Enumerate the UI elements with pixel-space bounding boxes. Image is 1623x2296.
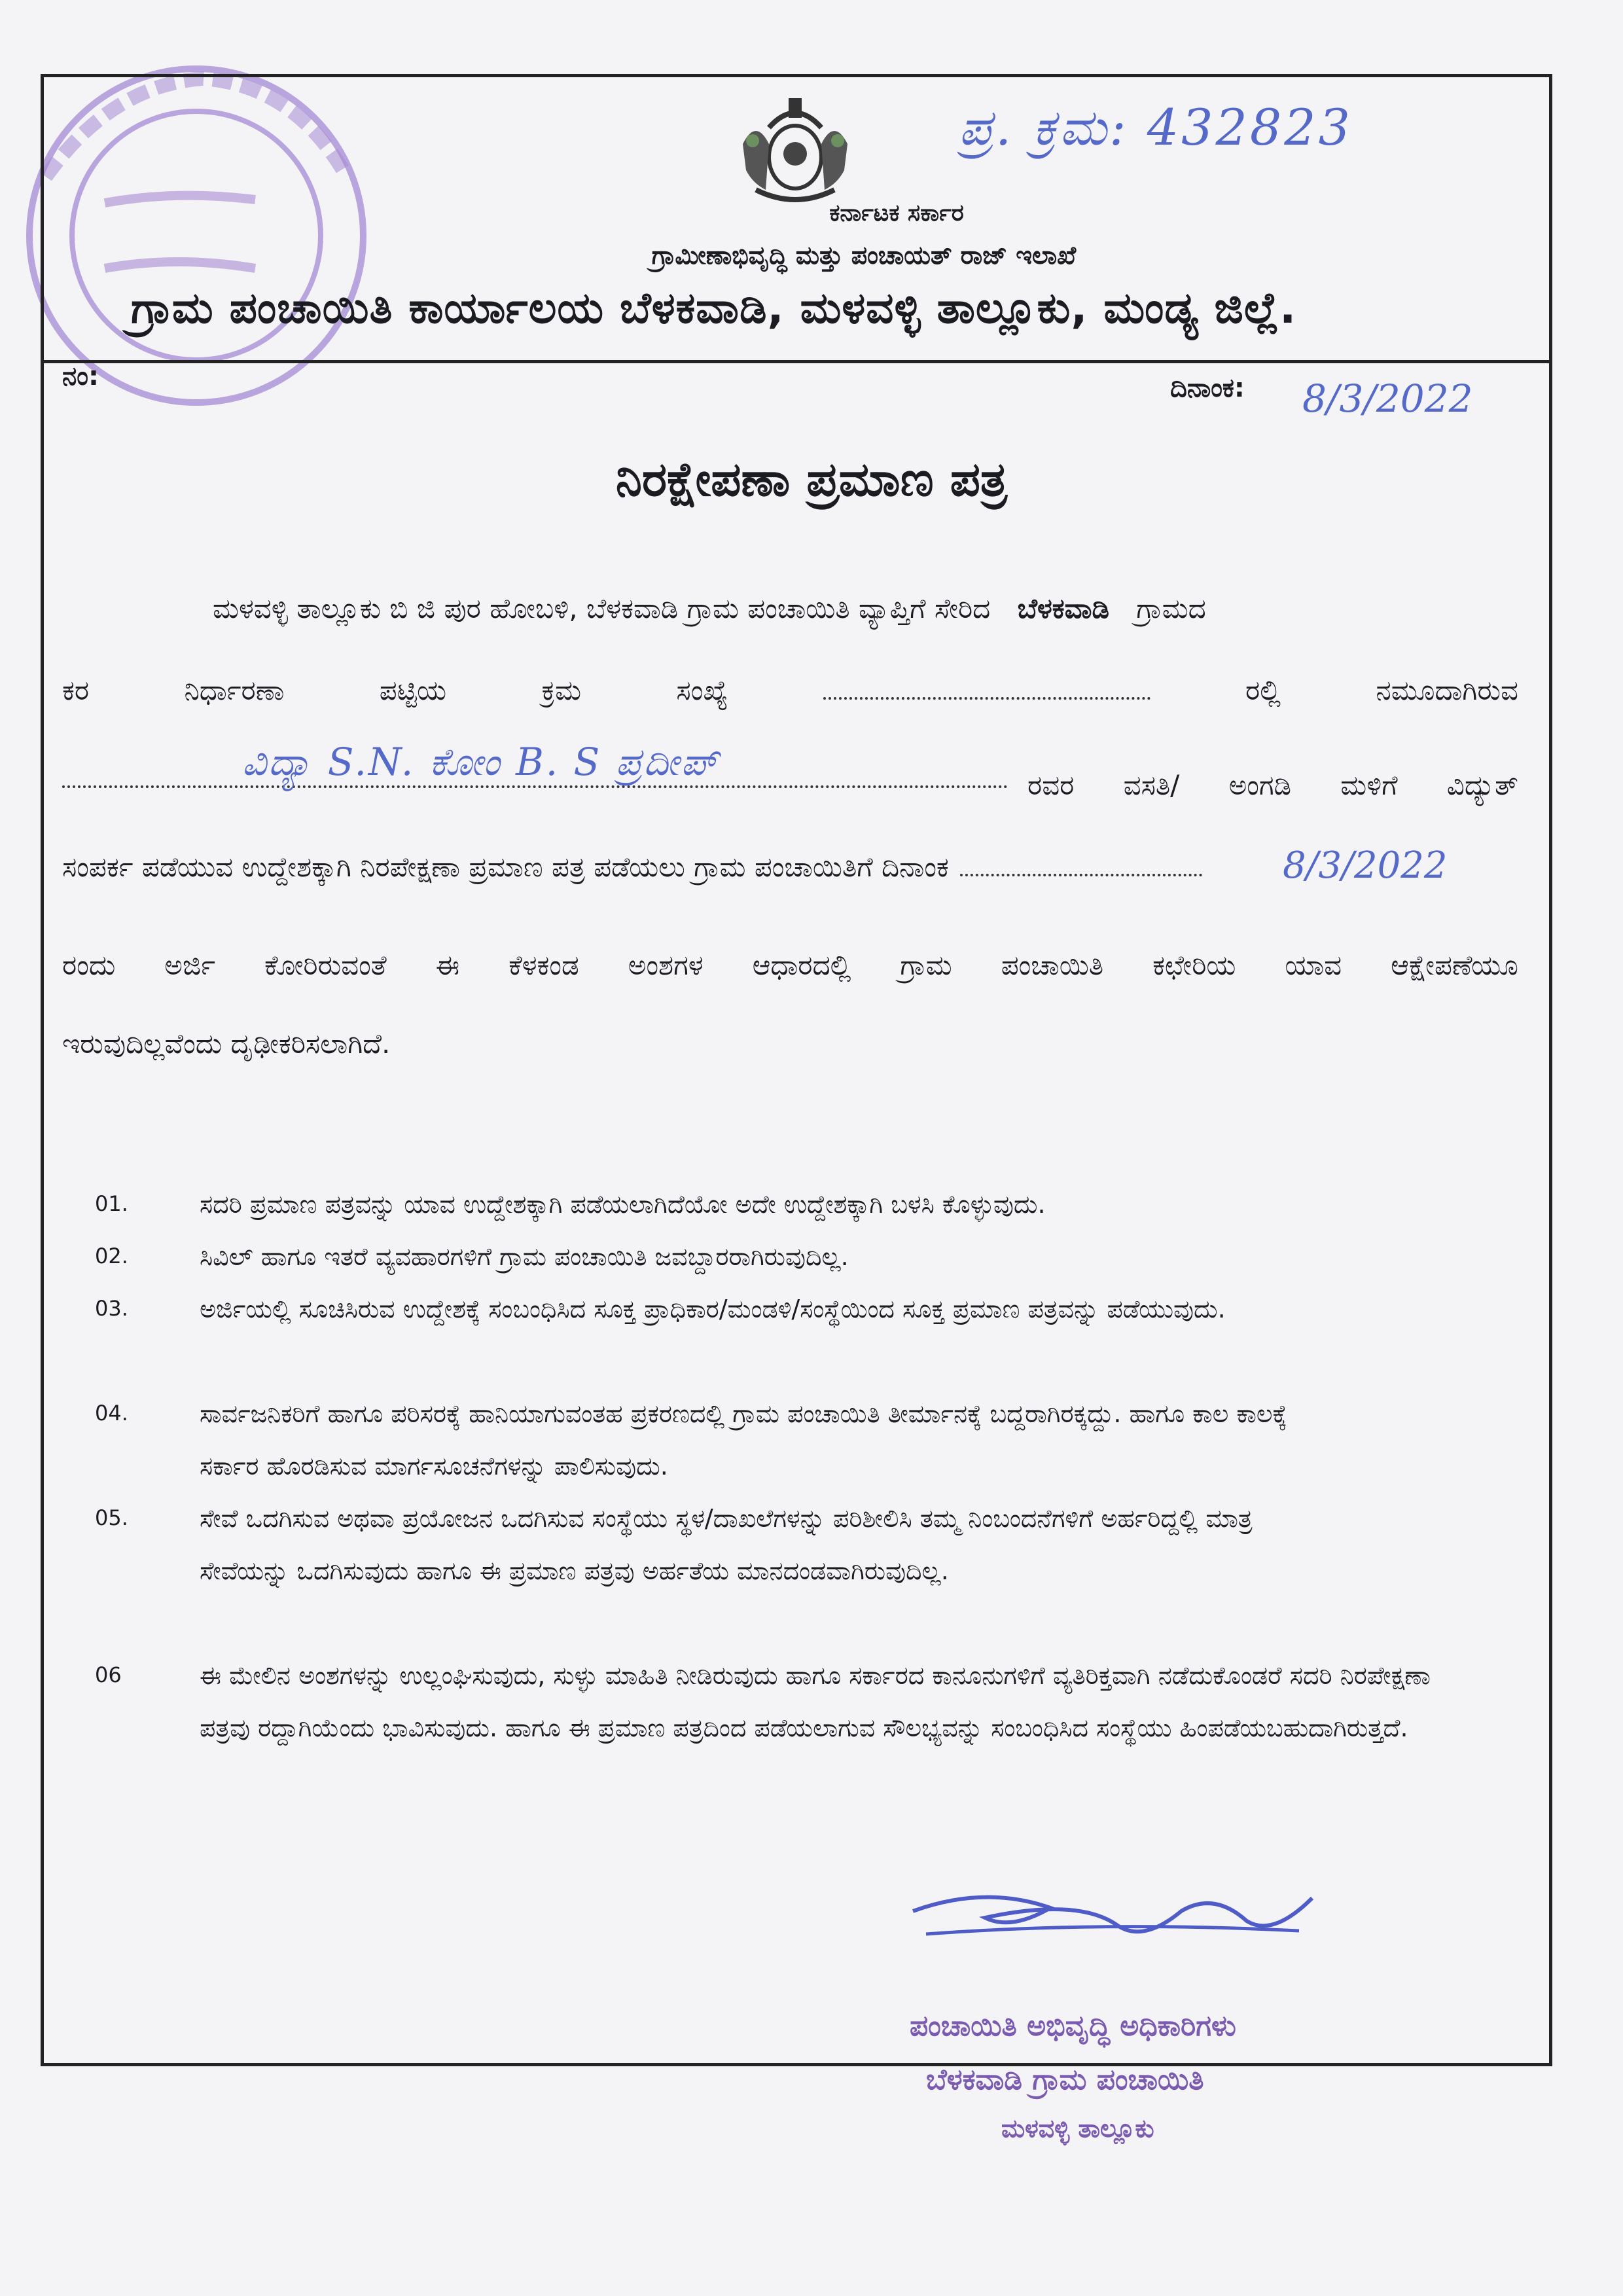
- word: ಮಳಿಗೆ: [1340, 769, 1398, 801]
- condition-text: ಸಾರ್ವಜನಿಕರಿಗೆ ಹಾಗೂ ಪರಿಸರಕ್ಕೆ ಹಾನಿಯಾಗುವಂತಹ ಪ್ರಕರಣದಲ್ಲಿ ಗ್ರಾಮ ಪಂಚಾಯಿತಿ ತೀರ್ಮಾನಕ್ಕೆ ಬದ್ದರಾಗಿರಕ್ಕದ್ದು. ಹಾಗೂ ಕಾಲ ಕಾಲಕ್ಕೆ ಸರ್ಕಾರ ಹೊರಡಿಸುವ ಮಾರ್ಗಸೂಚನೆಗಳನ್ನು ಪಾಲಿಸುವುದು.: [200, 1399, 1287, 1480]
- body-line-5: [62, 949, 1518, 982]
- reference-number: ಪ್ರ. ಕ್ರಮ: 432823: [959, 98, 1353, 156]
- word: ಅಂಶಗಳ: [628, 949, 704, 981]
- application-date-handwritten: 8/3/2022: [1283, 844, 1448, 887]
- condition-text: ಈ ಮೇಲಿನ ಅಂಶಗಳನ್ನು ಉಲ್ಲಂಘಿಸುವುದು, ಸುಳ್ಳು ಮಾಹಿತಿ ನೀಡಿರುವುದು ಹಾಗೂ ಸರ್ಕಾರದ ಕಾನೂನುಗಳಿಗೆ ವ್ಯತಿರಿಕ್ತವಾಗಿ ನಡೆದುಕೊಂಡರೆ ಸದರಿ ನಿರಪೇಕ್ಷಣಾ ಪತ್ರವು ರದ್ದಾಗಿಯೆಂದು ಭಾವಿಸುವುದು. ಹಾಗೂ ಈ ಪ್ರಮಾಣ ಪತ್ರದಿಂದ ಪಡೆಯಲಾಗುವ ಸೌಲಭ್ಯವನ್ನು ಸಂಬಂಧಿಸಿದ ಸಂಸ್ಥೆಯು ಹಿಂಪಡೆಯಬಹುದಾಗಿರುತ್ತದೆ.: [200, 1661, 1431, 1742]
- body-line-1: [213, 592, 1522, 625]
- condition-number: 06: [95, 1662, 122, 1687]
- word: ಅಂಗಡಿ: [1228, 769, 1292, 801]
- word: ನಮೂದಾಗಿರುವ: [1376, 674, 1518, 706]
- word: ಪಂಚಾಯಿತಿ: [1001, 949, 1104, 981]
- condition-text: ಸದರಿ ಪ್ರಮಾಣ ಪತ್ರವನ್ನು ಯಾವ ಉದ್ದೇಶಕ್ಕಾಗಿ ಪಡೆಯಲಾಗಿದೆಯೋ ಅದೇ ಉದ್ದೇಶಕ್ಕಾಗಿ ಬಳಸಿ ಕೊಳ್ಳುವುದು.: [200, 1190, 1046, 1219]
- body-line-4-text: ಸಂಪರ್ಕ ಪಡೆಯುವ ಉದ್ದೇಶಕ್ಕಾಗಿ ನಿರಪೇಕ್ಷಣಾ ಪ್ರಮಾಣ ಪತ್ರ ಪಡೆಯಲು ಗ್ರಾಮ ಪಂಚಾಯಿತಿಗೆ ದಿನಾಂಕ: [62, 851, 949, 883]
- word: ವಿದ್ಯುತ್: [1446, 769, 1518, 801]
- date-dotted-line: [960, 854, 1202, 876]
- state-emblem-icon: [736, 92, 854, 203]
- word: ಪಟ್ಟಿಯ: [379, 674, 447, 706]
- body-line-4: [62, 851, 1202, 884]
- word: ಕ್ರಮ: [541, 674, 582, 706]
- body-line-1-text: ಮಳವಳ್ಳಿ ತಾಲ್ಲೂಕು ಬಿ ಜಿ ಪುರ ಹೋಬಳಿ, ಬೆಳಕವಾಡಿ ಗ್ರಾಮ ಪಂಚಾಯಿತಿ ವ್ಯಾಪ್ತಿಗೆ ಸೇರಿದ: [213, 592, 991, 624]
- office-heading: ಗ್ರಾಮ ಪಂಚಾಯಿತಿ ಕಾರ್ಯಾಲಯ ಬೆಳಕವಾಡಿ, ಮಳವಳ್ಳಿ ತಾಲ್ಲೂಕು, ಮಂಡ್ಯ ಜಿಲ್ಲೆ.: [131, 283, 1297, 333]
- word: ಕೋರಿರುವಂತೆ: [264, 949, 387, 981]
- word: ನಿರ್ಧಾರಣಾ: [184, 674, 285, 706]
- document-border: [41, 74, 1552, 2066]
- header-divider: [41, 360, 1552, 363]
- number-label: ನಂ:: [62, 361, 99, 391]
- government-name: ಕರ್ನಾಟಕ ಸರ್ಕಾರ: [829, 200, 964, 226]
- word: ಅರ್ಜಿ: [164, 949, 215, 981]
- serial-number-blank: [823, 677, 1150, 700]
- word: ರಲ್ಲಿ: [1245, 674, 1281, 706]
- village-name: ಬೆಳಕವಾಡಿ: [1017, 592, 1109, 624]
- condition-number: 05.: [95, 1505, 128, 1530]
- word: ಕೆಳಕಂಡ: [508, 949, 579, 981]
- signatory-taluk: ಮಳವಳ್ಳಿ ತಾಲ್ಲೂಕು: [1001, 2114, 1154, 2143]
- date-value-handwritten: 8/3/2022: [1302, 376, 1473, 421]
- condition-text: ಅರ್ಜಿಯಲ್ಲಿ ಸೂಚಿಸಿರುವ ಉದ್ದೇಶಕ್ಕೆ ಸಂಬಂಧಿಸಿದ ಸೂಕ್ತ ಪ್ರಾಧಿಕಾರ/ಮಂಡಳಿ/ಸಂಸ್ಥೆಯಿಂದ ಸೂಕ್ತ ಪ್ರಮಾಣ ಪತ್ರವನ್ನು ಪಡೆಯುವುದು.: [200, 1295, 1226, 1323]
- body-line-2: [62, 674, 1518, 707]
- word: ಗ್ರಾಮ: [900, 949, 952, 981]
- body-line-6: ಇರುವುದಿಲ್ಲವೆಂದು ದೃಢೀಕರಿಸಲಾಗಿದೆ.: [62, 1028, 391, 1060]
- condition-text: ಸಿವಿಲ್ ಹಾಗೂ ಇತರೆ ವ್ಯವಹಾರಗಳಿಗೆ ಗ್ರಾಮ ಪಂಚಾಯಿತಿ ಜವಬ್ದಾರರಾಗಿರುವುದಿಲ್ಲ.: [200, 1242, 849, 1271]
- word: ಕಛೇರಿಯ: [1152, 949, 1236, 981]
- word: ಆಧಾರದಲ್ಲಿ: [752, 949, 851, 981]
- word: ರವರ: [1027, 769, 1075, 801]
- word: ಯಾವ: [1285, 949, 1342, 981]
- word: ಕರ: [62, 674, 90, 706]
- body-line-1-end: ಗ್ರಾಮದ: [1136, 592, 1206, 624]
- word: ರಂದು: [62, 949, 116, 981]
- date-label: ದಿನಾಂಕ:: [1170, 373, 1245, 403]
- signatory-office: ಬೆಳಕವಾಡಿ ಗ್ರಾಮ ಪಂಚಾಯಿತಿ: [926, 2063, 1204, 2096]
- word: ಆಕ್ಷೇಪಣೆಯೂ: [1391, 949, 1518, 981]
- signatory-title: ಪಂಚಾಯಿತಿ ಅಭಿವೃದ್ಧಿ ಅಧಿಕಾರಿಗಳು: [910, 2009, 1236, 2043]
- body-line-3: [1027, 769, 1518, 802]
- applicant-name-handwritten: ವಿದ್ಯಾ S.N. ಕೋಂ B. S ಪ್ರದೀಪ್: [242, 740, 720, 784]
- word: ಈ: [435, 949, 460, 981]
- condition-number: 03.: [95, 1296, 128, 1321]
- word: ವಸತಿ/: [1123, 769, 1180, 801]
- condition-number: 02.: [95, 1244, 128, 1268]
- signature-scribble: [906, 1872, 1325, 1964]
- condition-number: 01.: [95, 1191, 128, 1216]
- condition-number: 04.: [95, 1401, 128, 1426]
- word: ಸಂಖ್ಯೆ: [676, 674, 728, 706]
- condition-text: ಸೇವೆ ಒದಗಿಸುವ ಅಥವಾ ಪ್ರಯೋಜನ ಒದಗಿಸುವ ಸಂಸ್ಥೆಯು ಸ್ಥಳ/ದಾಖಲೆಗಳನ್ನು ಪರಿಶೀಲಿಸಿ ತಮ್ಮ ನಿಂಬಂದನೆಗಳಿಗೆ ಅರ್ಹರಿದ್ದಲ್ಲಿ ಮಾತ್ರ ಸೇವೆಯನ್ನು ಒದಗಿಸುವುದು ಹಾಗೂ ಈ ಪ್ರಮಾಣ ಪತ್ರವು ಅರ್ಹತೆಯ ಮಾನದಂಡವಾಗಿರುವುದಿಲ್ಲ.: [200, 1504, 1253, 1585]
- document-title: ನಿರಕ್ಷೇಪಣಾ ಪ್ರಮಾಣ ಪತ್ರ: [615, 452, 1008, 507]
- department-name: ಗ್ರಾಮೀಣಾಭಿವೃದ್ಧಿ ಮತ್ತು ಪಂಚಾಯತ್ ರಾಜ್ ಇಲಾಖೆ: [651, 241, 1077, 270]
